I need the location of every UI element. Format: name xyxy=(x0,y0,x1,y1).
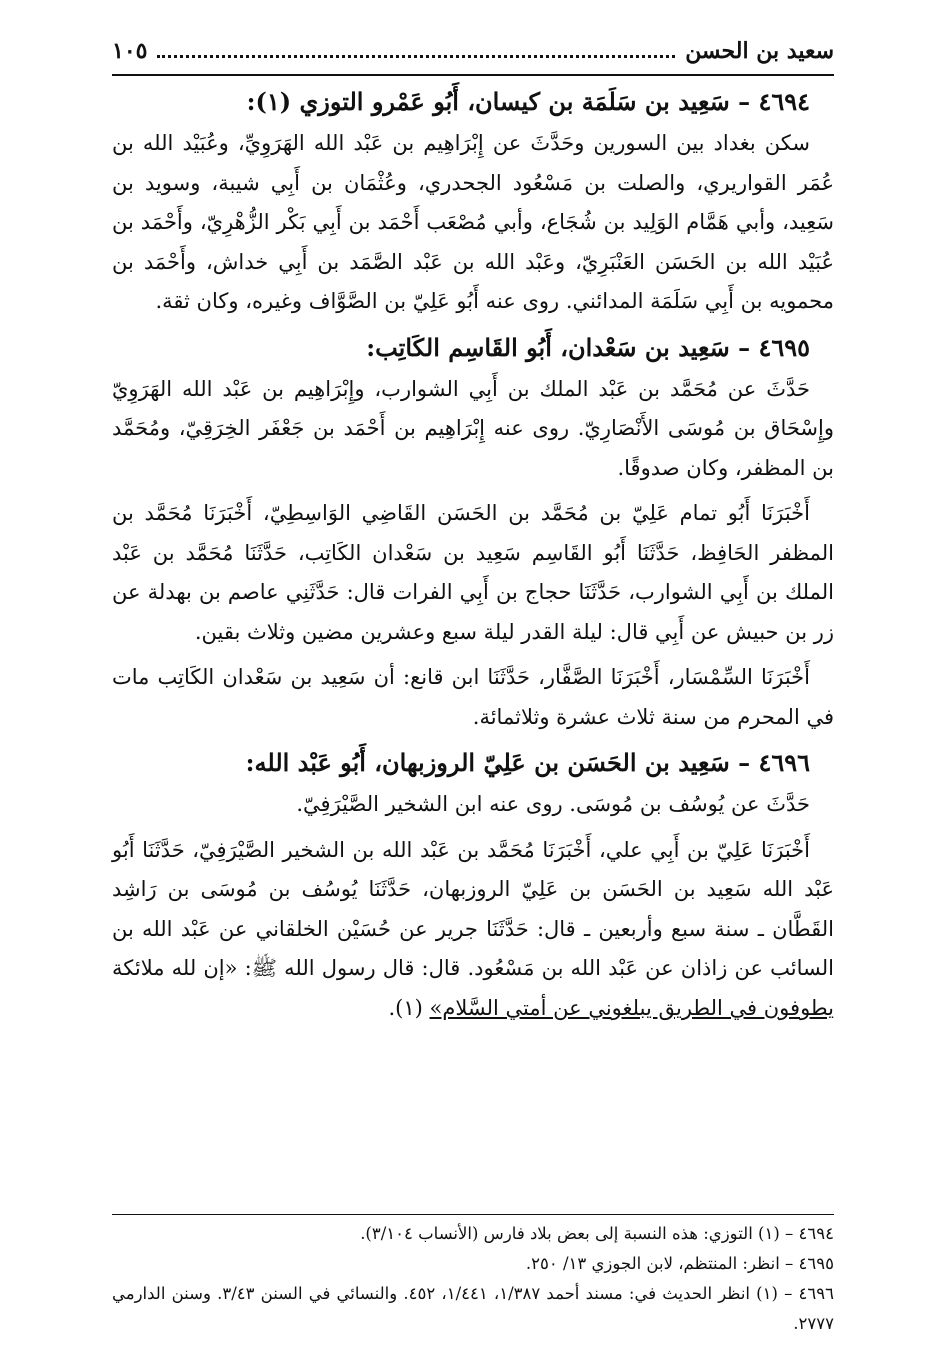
entry-4696 xyxy=(112,743,834,1028)
entry-title: ٤٦٩٥ – سَعِيد بن سَعْدان، أَبُو القَاسِم الكَاتِب: xyxy=(366,332,810,362)
page-number: ١٠٥ xyxy=(112,38,148,64)
entry-title: ٤٦٩٤ – سَعِيد بن سَلَمَة بن كيسان، أَبُو عَمْرو التوزي (١): xyxy=(246,87,810,116)
entry-paragraph xyxy=(112,831,834,1029)
running-title: سعيد بن الحسن xyxy=(685,38,834,64)
book-page xyxy=(112,38,834,1358)
footnote: ٤٦٩٦ – (١) انظر الحديث في: مسند أحمد ١/٣٨٧، ١/٤٤١، ٤٥٢. والنسائي في السنن ٣/٤٣. وسنن الدارمي ٢٧٧٧. xyxy=(112,1284,834,1333)
footnote: ٤٦٩٤ – (١) التوزي: هذه النسبة إلى بعض بلاد فارس (الأنساب ٣/١٠٤). xyxy=(360,1224,834,1243)
hadith-underlined-text: يطوفون في الطريق يبلغوني عن أمتي السَّلام» xyxy=(429,995,834,1020)
running-head xyxy=(112,38,834,76)
entry-paragraph: حَدَّثَ عن مُحَمَّد بن عَبْد الملك بن أَبِي الشوارب، وإِبْرَاهِيم بن عَبْد الله الهَرَوِيّ وإِسْحَاق بن مُوسَى الأَنْصَارِيّ. روى عنه إِبْرَاهِيم بن أَحْمَد بن جَعْفَر الخِرَقِيّ، ومُحَمَّد بن المظفر، وكان صدوقًا. xyxy=(112,376,834,480)
leader-dots xyxy=(157,54,675,58)
entry-paragraph: أَخْبَرَنَا أَبُو تمام عَلِيّ بن مُحَمَّد بن الحَسَن القَاضِي الوَاسِطِيّ، أَخْبَرَنَا مُحَمَّد بن المظفر الحَافِظ، حَدَّثَنَا أَبُو القَاسِم سَعِيد بن سَعْدان الكَاتِب، حَدَّثَنَا مُحَمَّد بن عَبْد الملك بن أَبِي الشوارب، حَدَّثَنَا حجاج بن أَبِي الفرات قال: حَدَّثَنِي عاصم بن بهدلة عن زر بن حبيش عن أَبِي قال: ليلة القدر ليلة سبع وعشرين مضين وثلاث بقين. xyxy=(112,501,834,644)
footnote-marker: (١). xyxy=(388,995,430,1020)
entry-title: ٤٦٩٦ – سَعِيد بن الحَسَن بن عَلِيّ الروزبهان، أَبُو عَبْد الله: xyxy=(245,748,810,777)
hadith-text: أَخْبَرَنَا عَلِيّ بن أَبِي علي، أَخْبَرَنَا مُحَمَّد بن عَبْد الله بن الشخير الصَّيْرَفِيّ، حَدَّثَنَا أَبُو عَبْد الله سَعِيد بن الحَسَن بن عَلِيّ الروزبهان، حَدَّثَنَا يُوسُف بن مُوسَى بن رَاشِد القَطَّان ـ سنة سبع وأربعين ـ قال: حَدَّثَنَا جرير عن حُسَيْن الخلقاني عن عَبْد الله بن السائب عن زاذان عن عَبْد الله بن مَسْعُود. قال: قال رسول الله ﷺ: «إن لله ملائكة xyxy=(112,837,834,980)
entry-paragraph: أَخْبَرَنَا السِّمْسَار، أَخْبَرَنَا الصَّفَّار، حَدَّثَنَا ابن قانع: أن سَعِيد بن سَعْدان الكَاتِب مات في المحرم من سنة ثلاث عشرة وثلاثمائة. xyxy=(112,665,834,729)
entry-4695 xyxy=(112,328,834,738)
entry-paragraph: حَدَّثَ عن يُوسُف بن مُوسَى. روى عنه ابن الشخير الصَّيْرَفِيّ. xyxy=(296,792,810,816)
footnote: ٤٦٩٥ – انظر: المنتظم، لابن الجوزي ١٣/ ٢٥٠. xyxy=(525,1254,834,1273)
entry-4694 xyxy=(112,82,834,322)
footnotes xyxy=(112,1214,834,1339)
entry-paragraph: سكن بغداد بين السورين وحَدَّثَ عن إِبْرَاهِيم بن عَبْد الله الهَرَوِيِّ، وعُبَيْد الله بن عُمَر القواريري، والصلت بن مَسْعُود الجحدري، وعُثْمَان بن أَبِي شيبة، وسويد بن سَعِيد، وأبي هَمَّام الوَلِيد بن شُجَاع، وأبي مُصْعَب أَحْمَد بن أَبِي بَكْر الزُّهْرِيّ، وأَحْمَد بن عُبَيْد الله بن الحَسَن العَنْبَرِيّ، وعَبْد الله بن عَبْد الصَّمَد بن أَبِي خداش، وأَحْمَد بن محمويه بن أَبِي سَلَمَة المدائني. روى عنه أَبُو عَلِيّ بن الصَّوَّاف وغيره، وكان ثقة. xyxy=(112,131,834,313)
